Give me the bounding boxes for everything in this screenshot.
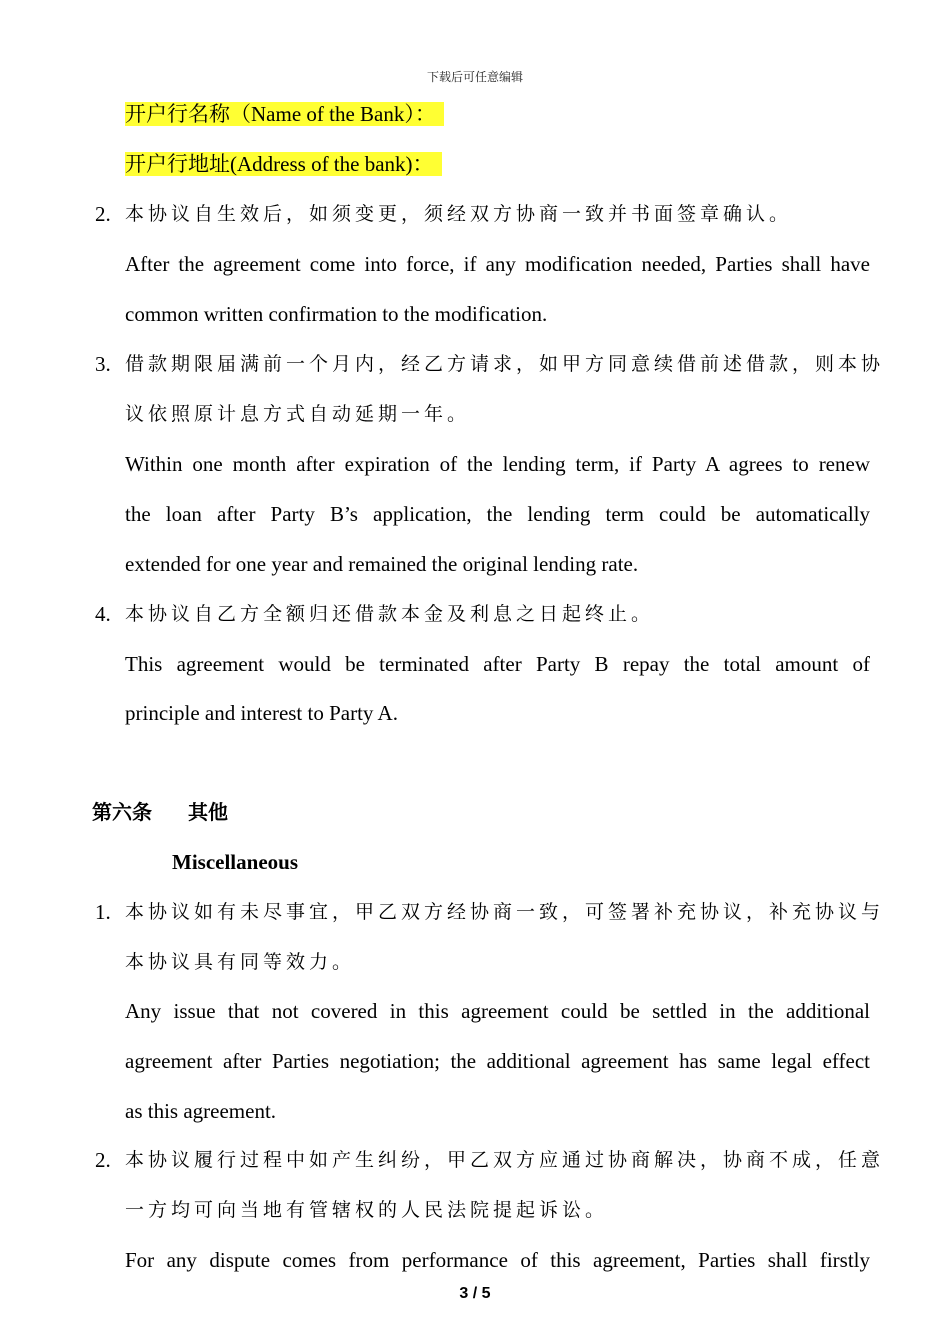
item-number: 2. [95,1148,111,1172]
item-number: 2. [95,202,111,226]
highlight: 开户行名称（Name of the Bank）： [125,102,444,126]
item-cn-text: 本协议自生效后，如须变更，须经双方协商一致并书面签章确认。 [125,203,793,225]
item-cn-text: 本协议具有同等效力。 [125,951,356,973]
item-cn-text: 一方均可向当地有管辖权的人民法院提起诉讼。 [125,1199,609,1221]
item-en-text: agreement after Parties negotiation; the additional agreement has same legal effect [125,1049,870,1073]
section-heading [92,798,228,826]
item-cn-text: 借款期限届满前一个月内，经乙方请求，如甲方同意续借前述借款，则本协 [125,353,885,375]
section-title: 其他 [188,800,228,824]
item-en-text: After the agreement come into force, if any modification needed, Parties shall have [125,252,870,276]
bank-address-label [125,150,442,178]
section-number: 第六条 [92,800,152,824]
item-cn-text: 本协议履行过程中如产生纠纷，甲乙双方应通过协商解决，协商不成，任意 [125,1149,885,1171]
item-en-text: the loan after Party B’s application, the lending term could be automatically [125,502,870,526]
item-number: 1. [95,900,111,924]
item-en-text: extended for one year and remained the original lending rate. [125,552,639,576]
item-en-text: as this agreement. [125,1099,277,1123]
item-en-text: This agreement would be terminated after Party B repay the total amount of [125,652,870,676]
item-number: 4. [95,602,111,626]
item-en-text: Within one month after expiration of the lending term, if Party A agrees to renew [125,452,870,476]
item-cn-text: 本协议如有未尽事宜，甲乙双方经协商一致，可签署补充协议，补充协议与 [125,901,885,923]
item-en-text: common written confirmation to the modification. [125,302,548,326]
section-subtitle: Miscellaneous [172,850,298,874]
item-cn-text: 议依照原计息方式自动延期一年。 [125,403,471,425]
item-en-text: For any dispute comes from performance of this agreement, Parties shall firstly [125,1248,870,1272]
page-header: 下载后可任意编辑 [426,70,523,84]
item-cn-text: 本协议自乙方全额归还借款本金及利息之日起终止。 [125,603,655,625]
item-en-text: Any issue that not covered in this agreement could be settled in the additional [125,999,870,1023]
page-number: 3 / 5 [459,1285,491,1302]
highlight: 开户行地址(Address of the bank)： [125,152,442,176]
bank-name-label [125,100,444,128]
item-number: 3. [95,352,111,376]
item-en-text: principle and interest to Party A. [125,701,398,725]
